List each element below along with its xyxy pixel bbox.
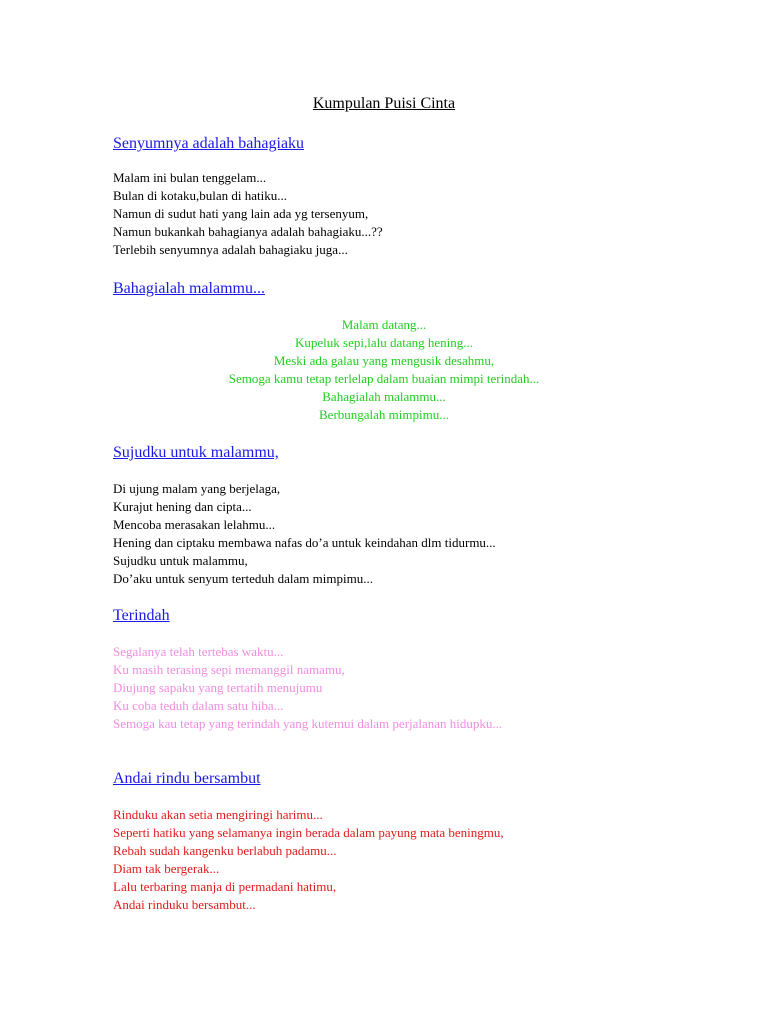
poem-line: Meski ada galau yang mengusik desahmu, [273,353,495,368]
poem-line: Di ujung malam yang berjelaga, [113,481,281,496]
poem-line: Semoga kamu tetap terlelap dalam buaian mimpi terindah... [228,371,540,386]
poem-line: Lalu terbaring manja di permadani hatimu, [113,879,337,894]
poem-line: Andai rinduku bersambut... [113,897,256,912]
poem-title-andai: Andai rindu bersambut [113,770,261,787]
poem-line: Namun di sudut hati yang lain ada yg tersenyum, [113,206,369,221]
poem-line: Do’aku untuk senyum terteduh dalam mimpimu... [113,571,373,586]
poem-line: Seperti hatiku yang selamanya ingin berada dalam payung mata beningmu, [113,825,504,840]
poem-body-senyumnya [113,169,383,259]
poem-title-terindah: Terindah [113,607,170,624]
poem-line: Malam ini bulan tenggelam... [113,170,267,185]
poem-line: Malam datang... [341,317,427,332]
poem-line: Berbungalah mimpimu... [319,407,449,422]
poem-line: Diujung sapaku yang tertatih menujumu [113,680,323,695]
poem-line: Bulan di kotaku,bulan di hatiku... [113,188,288,203]
poem-line: Terlebih senyumnya adalah bahagiaku juga... [113,242,348,257]
page-title: Kumpulan Puisi Cinta [312,95,456,112]
poem-body-bahagialah [0,316,768,424]
poem-title-senyumnya: Senyumnya adalah bahagiaku [113,135,305,152]
poem-line: Mencoba merasakan lelahmu... [113,517,276,532]
poem-line: Kupeluk sepi,lalu datang hening... [295,335,473,350]
poem-line: Diam tak bergerak... [113,861,220,876]
poem-body-sujudku [113,480,496,588]
poem-line: Rinduku akan setia mengiringi harimu... [113,807,323,822]
poem-line: Semoga kau tetap yang terindah yang kutemui dalam perjalanan hidupku... [113,716,503,731]
poem-title-sujudku: Sujudku untuk malammu, [113,444,279,461]
poem-line: Sujudku untuk malammu, [113,553,248,568]
poem-line: Bahagialah malammu... [322,389,446,404]
poem-line: Ku masih terasing sepi memanggil namamu, [113,662,345,677]
poem-title-bahagialah: Bahagialah malammu... [113,280,265,297]
poem-line: Hening dan ciptaku membawa nafas do’a untuk keindahan dlm tidurmu... [113,535,496,550]
poem-line: Rebah sudah kangenku berlabuh padamu... [113,843,337,858]
poem-line: Namun bukankah bahagianya adalah bahagiaku...?? [113,224,383,239]
poem-line: Segalanya telah tertebas waktu... [113,644,284,659]
poem-line: Ku coba teduh dalam satu hiba... [113,698,284,713]
poem-line: Kurajut hening dan cipta... [113,499,252,514]
poem-body-terindah [113,643,502,733]
poem-body-andai [113,806,504,914]
